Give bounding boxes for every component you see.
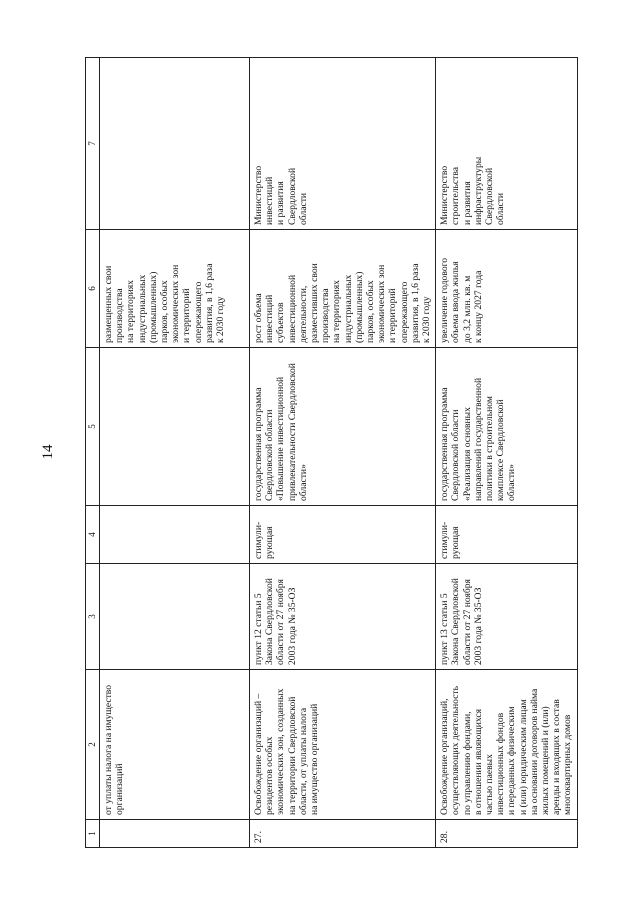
table-row xyxy=(250,58,436,848)
page-number: 14 xyxy=(40,444,56,460)
state-program xyxy=(100,348,250,506)
table-row xyxy=(436,58,577,848)
curator: Министерство строительства и развития инфраструктуры Свердловской области xyxy=(436,58,577,230)
legal-basis xyxy=(100,564,250,670)
column-header: 5 xyxy=(86,348,100,506)
curator xyxy=(100,58,250,230)
tax-benefits-table xyxy=(85,57,578,848)
program-goal: рост объема инвестиций субъектов инвестиционной деятельности, разместивших свои производства на территориях индустриальных (промышленных) парков, особых экономических зон и территорий опережающего развития, в 1,6 раза к 2030 году xyxy=(250,230,436,348)
row-number: 27. xyxy=(250,820,436,848)
row-number xyxy=(100,820,250,848)
benefit-description: от уплаты налога на имущество организаций xyxy=(100,670,250,820)
curator: Министерство инвестиций и развития Свердловской области xyxy=(250,58,436,230)
column-header: 1 xyxy=(86,820,100,848)
legal-basis: пункт 12 статьи 5 Закона Свердловской области от 27 ноября 2003 года № 35-ОЗ xyxy=(250,564,436,670)
benefits-table-container xyxy=(85,58,574,848)
state-program: государственная программа Свердловской области «Повышение инвестиционной привлекательности Свердловской области» xyxy=(250,348,436,506)
legal-basis: пункт 13 статьи 5 Закона Свердловской области от 27 ноября 2003 года № 35-ОЗ xyxy=(436,564,577,670)
column-header: 2 xyxy=(86,670,100,820)
state-program: государственная программа Свердловской области «Реализация основных направлений государственной политики в строительном комплексе Свердловской области» xyxy=(436,348,577,506)
header-row xyxy=(86,58,100,848)
benefit-type: стимули- рующая xyxy=(250,506,436,564)
benefit-description: Освобождение организаций – резидентов особых экономических зон, созданных на территории Свердловской области, от уплаты налога на имущество организаций xyxy=(250,670,436,820)
column-header: 3 xyxy=(86,564,100,670)
column-header: 7 xyxy=(86,58,100,230)
table-row xyxy=(100,58,250,848)
column-header: 6 xyxy=(86,230,100,348)
benefit-description: Освобождение организаций, осуществляющих деятельность по управлению фондами, в отношении являющихся частью паевых инвестиционных фондов и переданных физическим и (или) юридическим лицам на основании договоров найма жилых помещений и (или) аренды и входящих в состав многоквартирных домов xyxy=(436,670,577,820)
program-goal: размещенных свои производства на территориях индустриальных (промышленных) парков, особых экономических зон и территорий опережающего развития, в 1,6 раза к 2030 году xyxy=(100,230,250,348)
program-goal: увеличение годового объема ввода жилья до 3,2 млн. кв. м к концу 2027 года xyxy=(436,230,577,348)
column-header: 4 xyxy=(86,506,100,564)
benefit-type: стимули- рующая xyxy=(436,506,577,564)
row-number: 28. xyxy=(436,820,577,848)
benefit-type xyxy=(100,506,250,564)
